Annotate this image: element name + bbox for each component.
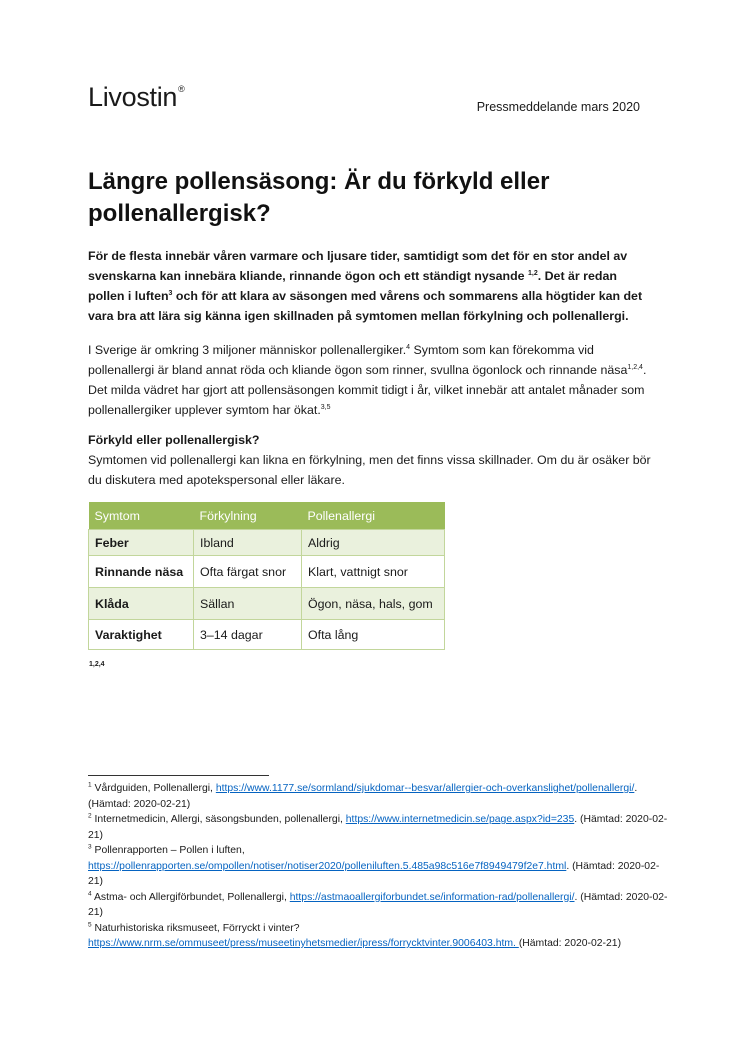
table-reference: 1,2,4 <box>89 661 105 668</box>
body-text-1: I Sverige är omkring 3 miljoner människor pollenallergiker. <box>88 343 407 357</box>
footnote-link[interactable]: https://www.internetmedicin.se/page.aspx?id=235 <box>345 814 575 825</box>
footnote-date: (Hämtad: 2020-02-21) <box>518 938 622 949</box>
logo-text: Livostin <box>88 82 178 112</box>
footnote-number: 4 <box>88 890 92 898</box>
footnote-link[interactable]: https://www.1177.se/sormland/sjukdomar--besvar/allergier-och-overkanslighet/pollenallergi/ <box>215 783 635 794</box>
livostin-logo <box>88 82 185 113</box>
footnote-number: 1 <box>88 781 92 789</box>
table-cell: Sällan <box>194 588 302 620</box>
table-cell: Varaktighet <box>89 620 194 650</box>
body-text-2: Symtom som kan förekomma vid pollenallergi är bland annat röda och kliande ögon som rinner, svullna ögonlock och rinnande näsa <box>88 343 628 377</box>
body-ref-3: 3,5 <box>320 403 331 411</box>
section-heading: Förkyld eller pollenallergisk? <box>88 433 260 447</box>
footnote-date: . (Hämtad: 2020-02-21) <box>88 783 638 810</box>
footnote-date: . (Hämtad: 2020-02-21) <box>88 860 660 887</box>
footnote-link[interactable]: https://astmaoallergiforbundet.se/information-rad/pollenallergi/ <box>289 891 575 903</box>
table-cell: Klart, vattnigt snor <box>302 556 445 588</box>
footnote-number: 5 <box>88 921 92 929</box>
table-row <box>89 620 445 650</box>
footnote-5 <box>88 921 668 952</box>
footnote-link[interactable]: https://pollenrapporten.se/ompollen/notiser/notiser2020/polleniluften.5.485a98c516e7f8949479f2e7.html <box>88 860 567 872</box>
press-release-label: Pressmeddelande mars 2020 <box>476 100 640 114</box>
footnote-date: . (Hämtad: 2020-02-21) <box>88 814 668 841</box>
footnote-text: Astma- och Allergiförbundet, Pollenallergi, <box>93 891 290 903</box>
page-title: Längre pollensäsong: Är du förkyld eller pollenallergisk? <box>88 168 550 227</box>
footnote-3 <box>88 843 668 890</box>
table-cell: Ofta färgat snor <box>194 556 302 588</box>
table-header-row <box>89 502 445 530</box>
table-cell: Klåda <box>89 588 194 620</box>
footnote-link[interactable]: https://www.nrm.se/ommuseet/press/museetinyhetsmedier/ipress/forrycktvinter.9006403.htm. <box>88 938 519 949</box>
table-cell: Aldrig <box>302 530 445 556</box>
lead-paragraph <box>88 246 648 326</box>
footnote-divider <box>88 775 269 776</box>
table-cell: Ögon, näsa, hals, gom <box>302 588 445 620</box>
footnote-text: Vårdguiden, Pollenallergi, <box>94 783 216 794</box>
footnote-2 <box>88 812 668 843</box>
body-ref-1: 4 <box>406 343 411 351</box>
footnote-number: 2 <box>88 812 92 820</box>
section-paragraph: Symtomen vid pollenallergi kan likna en förkylning, men det finns vissa skillnader. Om du är osäker bör du diskutera med apotekspersonal eller läkare. <box>88 453 651 487</box>
footnote-date: . (Hämtad: 2020-02-21) <box>88 891 668 918</box>
table-cell: Feber <box>89 530 194 556</box>
lead-text-3: och för att klara av säsongen med vårens och sommarens alla högtider kan det vara bra att lära sig känna igen skillnaden på symtomen mellan förkylning och pollenallergi. <box>88 289 643 323</box>
table-row <box>89 588 445 620</box>
footnote-text: Pollenrapporten – Pollen i luften, <box>94 845 245 856</box>
table-header-cell: Symtom <box>89 502 194 530</box>
table-row <box>89 556 445 588</box>
footnote-number: 3 <box>88 843 92 851</box>
symptom-table <box>88 502 445 650</box>
footnote-text: Internetmedicin, Allergi, säsongsbunden, pollenallergi, <box>94 814 346 825</box>
table-cell: Rinnande näsa <box>89 556 194 588</box>
body-text-3: . Det milda vädret har gjort att pollensäsongen kommit tidigt i år, vilket innebär att antalet månader som pollenallergiker upplever symtom har ökat. <box>88 363 647 417</box>
lead-text-2: . Det är redan pollen i luften <box>88 269 617 303</box>
footnotes <box>88 781 668 952</box>
body-ref-2: 1,2,4 <box>627 363 643 371</box>
table-cell: Ibland <box>194 530 302 556</box>
body-paragraph <box>88 340 648 420</box>
registered-mark: ® <box>178 84 185 94</box>
table-cell: 3–14 dagar <box>194 620 302 650</box>
table-row <box>89 530 445 556</box>
table-cell: Ofta lång <box>302 620 445 650</box>
lead-text-1: För de flesta innebär våren varmare och ljusare tider, samtidigt som det för en stor andel av svenskarna kan innebära kliande, rinnande ögon och ett ständigt nysande <box>88 249 628 283</box>
table-header-cell: Förkylning <box>194 502 302 530</box>
lead-ref-2: 3 <box>168 289 173 297</box>
footnote-text: Naturhistoriska riksmuseet, Förryckt i vinter? <box>94 922 300 934</box>
footnote-4 <box>88 890 668 921</box>
table-header-cell: Pollenallergi <box>302 502 445 530</box>
lead-ref-1: 1,2 <box>527 269 538 277</box>
footnote-1 <box>88 781 668 812</box>
